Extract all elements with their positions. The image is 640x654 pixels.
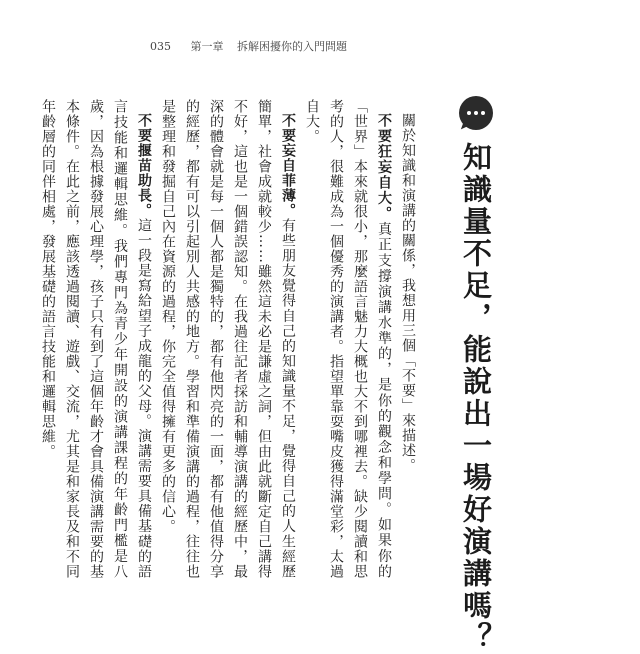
paragraph-2-heading: 不要妄自菲薄。 <box>280 113 296 219</box>
paragraph-3-text: 這一段是寫給望子成龍的父母。演講需要具備基礎的語言技能和邏輯思維。我們專門為青少年開設的演講課程的年齡門檻是八歲，因為根據發展心理學，孩子只有到了這個年齡才會具備演講需要的基本條件。在此之前，應該透過閱讀、遊戲、交流，尤其是和家長及和不同年齡層的同伴相處，發展基礎的語言技能和邏輯思維。 <box>40 99 152 580</box>
paragraph-2 <box>156 99 300 579</box>
speech-bubble-icon <box>459 96 493 130</box>
chapter-label: 第一章 <box>190 40 224 53</box>
section-title <box>454 96 498 654</box>
paragraph-1-heading: 不要狂妄自大。 <box>376 113 392 222</box>
body-text <box>40 99 420 580</box>
paragraph-3-heading: 不要揠苗助長。 <box>136 113 152 219</box>
paragraph-intro: 關於知識和演講的關係，我想用三個「不要」來描述。 <box>400 113 416 473</box>
paragraph-1 <box>300 99 396 579</box>
paragraph-1-text: 真正支撐演講水準的，是你的觀念和學問。如果你的「世界」本來就很小，那麼語言魅力大概也大不到哪裡去。缺少閱讀和思考的人，很難成為一個優秀的演講者。指望單靠耍嘴皮獲得滿堂彩，太過自大。 <box>304 99 392 580</box>
chapter-title: 拆解困擾你的入門問題 <box>237 40 347 53</box>
running-header <box>150 38 347 54</box>
paragraph-2-text: 有些朋友覺得自己的知識量不足，覺得自己的人生經歷簡單，社會成就較少……雖然這未必是謙虛之詞，但由此就斷定自己講得不好，這也是一個錯誤認知。在我過往記者採訪和輔導演講的經歷中，最深的體會就是每一個人都是獨特的，都有他閃亮的一面，都有他值得分享的經歷，都有可以引起別人共感的地方。學習和準備演講的過程，往往也是整理和發掘自己內在資源的過程，你完全值得擁有更多的信心。 <box>160 99 296 580</box>
section-title-text: 知識量不足，能說出一場好演講嗎？ <box>459 142 493 654</box>
page-number: 035 <box>150 40 171 53</box>
paragraph-3 <box>36 99 156 579</box>
